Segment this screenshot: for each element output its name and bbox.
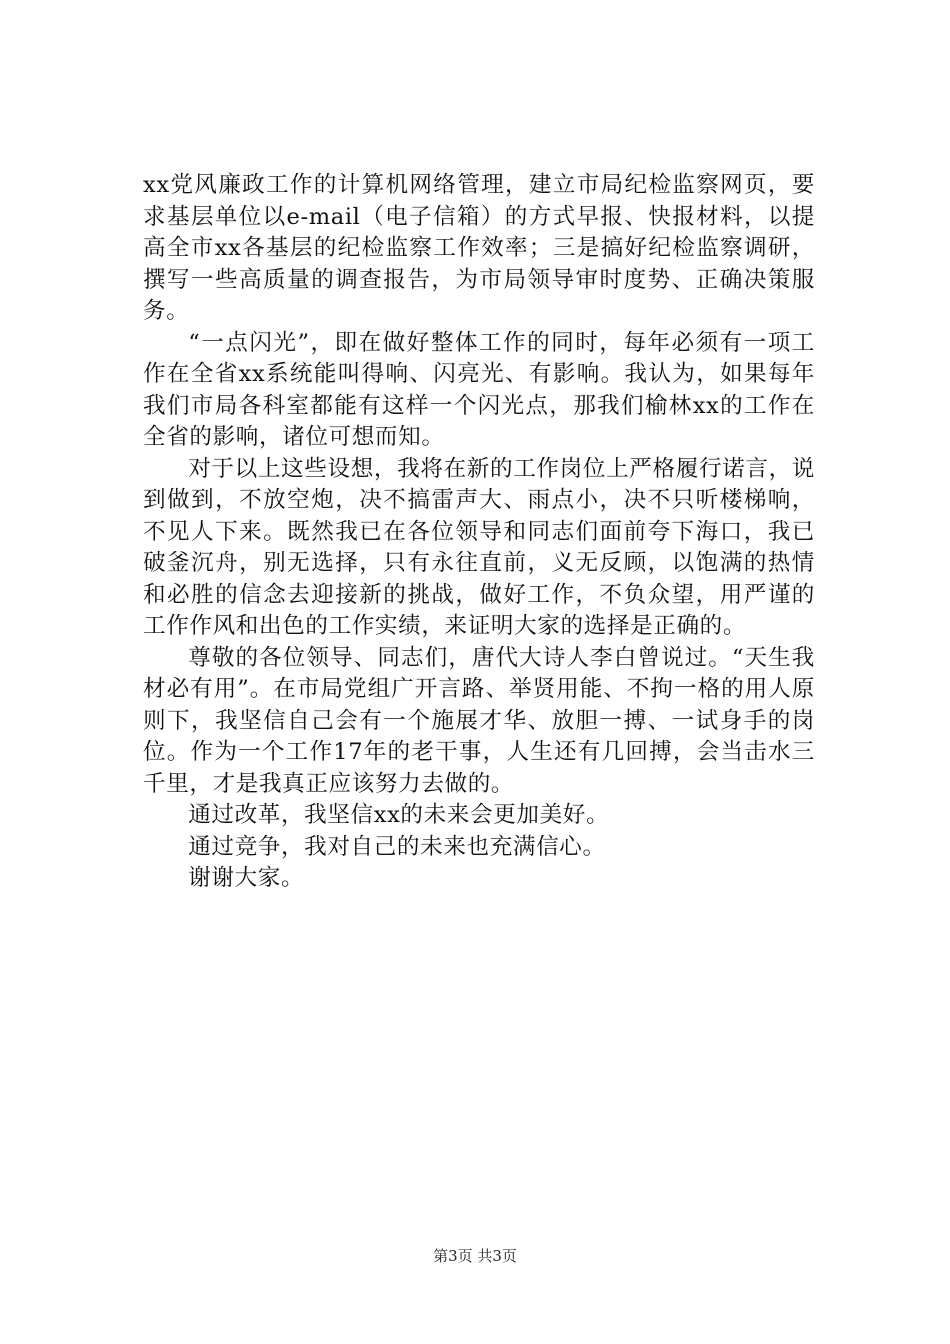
paragraph-address-leaders: 尊敬的各位领导、同志们，唐代大诗人李白曾说过。“天生我材必有用”。在市局党组广开言路、举贤用能、不拘一格的用人原则下，我坚信自己会有一个施展才华、放胆一搏、一试身手的岗位。作为一个工作17年的老干事，人生还有几回搏，会当击水三千里，才是我真正应该努力去做的。 xyxy=(143,644,815,797)
paragraph-competition: 通过竞争，我对自己的未来也充满信心。 xyxy=(188,833,606,860)
paragraph-network-management: xx党风廉政工作的计算机网络管理，建立市局纪检监察网页，要求基层单位以e-mail（电子信箱）的方式早报、快报材料，以提高全市xx各基层的纪检监察工作效率；三是搞好纪检监察调研，撰写一些高质量的调查报告，为市局领导审时度势、正确决策服务。 xyxy=(143,172,815,324)
paragraph-highlight-point: “一点闪光”，即在做好整体工作的同时，每年必须有一项工作在全省xx系统能叫得响、闪亮光、有影响。我认为，如果每年我们市局各科室都能有这样一个闪光点，那我们榆林xx的工作在全省的影响，诸位可想而知。 xyxy=(143,329,815,450)
paragraph-commitment: 对于以上这些设想，我将在新的工作岗位上严格履行诺言，说到做到，不放空炮，决不搞雷声大、雨点小，决不只听楼梯响，不见人下来。既然我已在各位领导和同志们面前夸下海口，我已破釜沉舟，别无选择，只有永往直前，义无反顾，以饱满的热情和必胜的信念去迎接新的挑战，做好工作，不负众望，用严谨的工作作风和出色的工作实绩，来证明大家的选择是正确的。 xyxy=(143,455,815,639)
document-body xyxy=(143,170,815,895)
paragraph-reform: 通过改革，我坚信xx的未来会更加美好。 xyxy=(188,802,610,828)
paragraph-thanks: 谢谢大家。 xyxy=(188,865,305,891)
page-number-footer: 第3页 共3页 xyxy=(433,1247,517,1265)
